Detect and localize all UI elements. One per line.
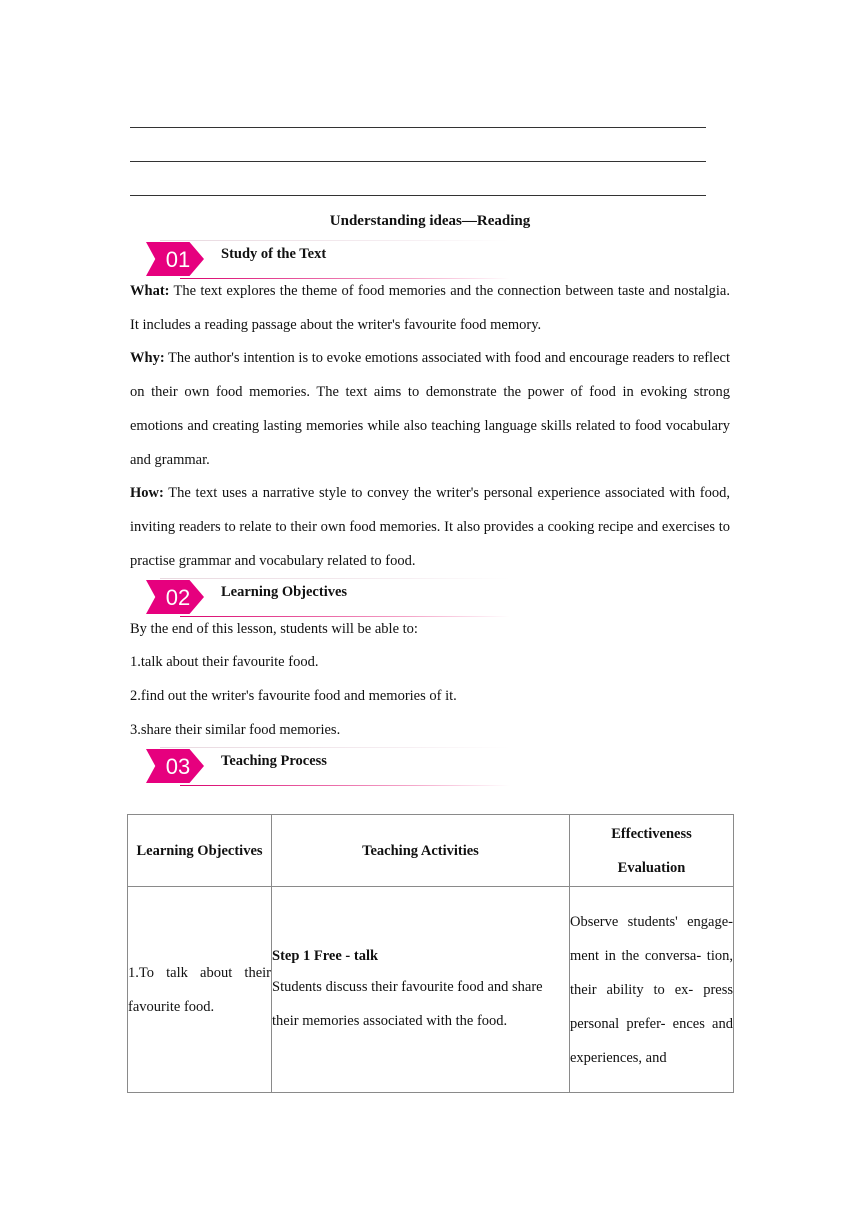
table-row xyxy=(128,887,734,1093)
header-teaching-activities: Teaching Activities xyxy=(272,815,570,887)
study-how xyxy=(130,476,730,578)
section-top-line xyxy=(160,747,510,748)
table-header-row xyxy=(128,815,734,887)
row-objective: 1.To talk about their favourite food. xyxy=(128,887,272,1093)
objectives-intro: By the end of this lesson, students will be able to: xyxy=(130,621,418,637)
why-text: The author's intention is to evoke emotions associated with food and encourage readers to reflect on their own food memories. The text aims to demonstrate the power of food in evoking strong emotions and creating lasting memories while also teaching language skills related to food vocabulary and grammar. xyxy=(130,350,730,468)
section-label: Study of the Text xyxy=(221,246,327,262)
study-why xyxy=(130,341,730,477)
teaching-process-table xyxy=(127,814,734,1093)
row-evaluation: Observe students' engage- ment in the conversa- tion, their ability to ex- press personal prefer- ences and experiences, and xyxy=(570,887,734,1093)
how-text: The text uses a narrative style to convey the writer's personal experience associated with food, inviting readers to relate to their own food memories. It also provides a cooking recipe and exercises to practise grammar and vocabulary related to food. xyxy=(130,485,730,569)
section-top-line xyxy=(160,578,510,579)
objective-item-3: 3.share their similar food memories. xyxy=(130,722,341,738)
objective-item-1: 1.talk about their favourite food. xyxy=(130,654,319,670)
row-activity xyxy=(272,887,570,1093)
page-title: Understanding ideas—Reading xyxy=(329,213,531,229)
why-label: Why: xyxy=(130,350,165,366)
section-header-process xyxy=(130,747,510,787)
objective-item-2: 2.find out the writer's favourite food and memories of it. xyxy=(130,688,457,704)
section-label: Learning Objectives xyxy=(221,584,348,600)
activity-text: Students discuss their favourite food and share their memories associated with the food. xyxy=(272,978,543,1029)
blank-line-1 xyxy=(130,127,706,128)
blank-line-2 xyxy=(130,161,706,162)
section-bottom-line xyxy=(180,785,510,786)
what-text: The text explores the theme of food memories and the connection between taste and nostalgia. It includes a reading passage about the writer's favourite food memory. xyxy=(130,283,730,333)
section-number: 03 xyxy=(165,754,191,779)
blank-line-3 xyxy=(130,195,706,196)
section-number: 01 xyxy=(165,247,191,272)
section-header-objectives xyxy=(130,578,510,618)
section-bottom-line xyxy=(180,616,510,617)
study-what xyxy=(130,274,730,342)
section-top-line xyxy=(160,240,510,241)
header-learning-objectives: Learning Objectives xyxy=(128,815,272,887)
header-eval-text: Effectiveness Evaluation xyxy=(611,825,692,876)
header-effectiveness-evaluation xyxy=(570,815,734,887)
step-title: Step 1 Free - talk xyxy=(272,947,379,964)
how-label: How: xyxy=(130,485,164,501)
section-number: 02 xyxy=(165,585,191,610)
section-label: Teaching Process xyxy=(221,753,327,769)
what-label: What: xyxy=(130,283,170,299)
